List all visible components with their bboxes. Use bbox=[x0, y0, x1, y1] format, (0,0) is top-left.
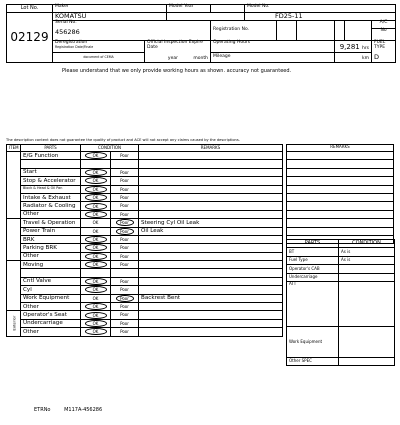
right-part-condition bbox=[339, 273, 395, 281]
condition-ok[interactable]: OK bbox=[85, 203, 107, 210]
part-name: Travel & Operation bbox=[21, 219, 81, 227]
right-parts-table bbox=[286, 239, 395, 366]
condition-poor-cell bbox=[111, 219, 139, 227]
part-name bbox=[21, 269, 81, 277]
condition-poor-cell bbox=[111, 244, 139, 252]
condition-header: CONDITION bbox=[81, 145, 139, 152]
part-name: Radiator & Cooling bbox=[21, 202, 81, 210]
part-name: Other bbox=[21, 303, 81, 311]
right-part-condition bbox=[339, 281, 395, 326]
part-name: Other bbox=[21, 252, 81, 260]
reg-box-4 bbox=[345, 21, 372, 41]
serial-label: Serial No. bbox=[55, 20, 77, 26]
condition-ok-cell bbox=[81, 168, 111, 176]
model-no-cell bbox=[245, 5, 396, 13]
part-name: Parking BRK bbox=[21, 244, 81, 252]
mileage-unit: km bbox=[362, 56, 370, 62]
right-parts-row bbox=[287, 273, 395, 281]
condition-poor-cell bbox=[111, 193, 139, 201]
remark-text: Backrest Bent bbox=[139, 294, 283, 302]
remark-text bbox=[139, 168, 283, 176]
remark-text bbox=[139, 303, 283, 311]
right-part-condition: As is bbox=[339, 248, 395, 256]
right-part-name: Operator's CAB bbox=[287, 265, 339, 273]
table-row bbox=[7, 252, 283, 260]
reg-box-3 bbox=[335, 21, 345, 41]
condition-poor[interactable]: Poor bbox=[120, 203, 129, 209]
part-name: Other bbox=[21, 210, 81, 218]
condition-ok[interactable]: OK bbox=[85, 278, 107, 285]
condition-poor-cell bbox=[111, 185, 139, 193]
table-row bbox=[7, 269, 283, 277]
registration-label: Registration No. bbox=[211, 21, 277, 41]
condition-poor[interactable]: Poor bbox=[120, 287, 129, 293]
right-part-condition: As is bbox=[339, 256, 395, 264]
condition-poor-cell bbox=[111, 269, 139, 277]
condition-poor[interactable]: Poor bbox=[120, 304, 129, 310]
condition-poor-cell bbox=[111, 277, 139, 285]
condition-ok-cell bbox=[81, 235, 111, 243]
condition-ok-cell bbox=[81, 210, 111, 218]
part-name: Power Train bbox=[21, 227, 81, 235]
condition-poor-cell bbox=[111, 152, 139, 160]
condition-ok-cell bbox=[81, 303, 111, 311]
remark-text: Oil Leak bbox=[139, 227, 283, 235]
condition-poor[interactable]: Poor bbox=[120, 169, 129, 175]
right-remarks-row bbox=[287, 152, 394, 160]
remark-text bbox=[139, 210, 283, 218]
table-row bbox=[7, 193, 283, 201]
remark-text bbox=[139, 193, 283, 201]
table-row bbox=[7, 294, 283, 302]
condition-ok[interactable]: OK bbox=[85, 261, 107, 268]
part-name: Cyl bbox=[21, 286, 81, 294]
model-no-label: Model No. bbox=[247, 4, 270, 9]
inspection-cell bbox=[145, 41, 211, 63]
condition-poor-cell bbox=[111, 252, 139, 260]
right-part-condition bbox=[339, 357, 395, 365]
condition-ok-cell bbox=[81, 328, 111, 336]
part-name: Operator's Seat bbox=[21, 311, 81, 319]
right-condition-header: CONDITION bbox=[339, 240, 395, 248]
right-part-condition bbox=[339, 326, 395, 357]
condition-ok[interactable]: OK bbox=[85, 328, 107, 335]
condition-poor-cell bbox=[111, 319, 139, 327]
table-row bbox=[7, 210, 283, 218]
condition-ok-cell bbox=[81, 277, 111, 285]
condition-ok[interactable]: OK bbox=[85, 312, 107, 319]
condition-ok-cell bbox=[81, 261, 111, 269]
condition-poor[interactable]: Poor bbox=[116, 219, 134, 226]
right-remarks-row bbox=[287, 193, 394, 201]
condition-poor[interactable]: Poor bbox=[120, 312, 129, 318]
table-row bbox=[7, 328, 283, 336]
condition-ok[interactable]: OK bbox=[85, 244, 107, 251]
condition-ok[interactable]: OK bbox=[85, 169, 107, 176]
table-row bbox=[7, 168, 283, 176]
hours-unit: hrs bbox=[361, 46, 370, 52]
remark-text bbox=[139, 269, 283, 277]
remark-text bbox=[139, 160, 283, 168]
condition-poor-cell bbox=[111, 328, 139, 336]
remark-text bbox=[139, 311, 283, 319]
condition-poor[interactable]: Poor bbox=[120, 320, 129, 326]
right-parts-row bbox=[287, 248, 395, 256]
remarks-header: REMARKS bbox=[139, 145, 283, 152]
condition-ok-cell bbox=[81, 244, 111, 252]
condition-ok[interactable]: OK bbox=[85, 194, 107, 201]
right-part-name: Undercarriage bbox=[287, 273, 339, 281]
condition-ok-cell bbox=[81, 193, 111, 201]
serial-cell bbox=[53, 21, 211, 41]
remark-text bbox=[139, 177, 283, 185]
part-name: Intake & Exhaust bbox=[21, 193, 81, 201]
deregistration-label: Deregistration bbox=[55, 40, 88, 46]
condition-poor[interactable]: Poor bbox=[120, 236, 129, 242]
fuel-value: D bbox=[374, 53, 380, 62]
item-header: ITEM bbox=[7, 145, 21, 152]
group-label-power bbox=[7, 219, 21, 261]
part-name: E/G Function bbox=[21, 152, 81, 160]
part-name: Stop & Accelerator bbox=[21, 177, 81, 185]
remark-text bbox=[139, 286, 283, 294]
right-remarks-header: REMARKS bbox=[287, 145, 394, 152]
right-remarks-row bbox=[287, 177, 394, 185]
right-remarks-row bbox=[287, 185, 394, 193]
right-remarks-table bbox=[286, 144, 394, 244]
ac-value: No bbox=[372, 28, 395, 34]
right-part-name: BT bbox=[287, 248, 339, 256]
part-name: Work Equipment bbox=[21, 294, 81, 302]
condition-ok-cell bbox=[81, 252, 111, 260]
reg-box-2 bbox=[297, 21, 335, 41]
condition-ok-cell bbox=[81, 286, 111, 294]
condition-poor-cell bbox=[111, 202, 139, 210]
right-part-name: Work Equipment bbox=[287, 326, 339, 357]
part-name: Block & Head & Oil Pan bbox=[21, 185, 81, 193]
lot-number: 02129 bbox=[7, 13, 53, 63]
table-row bbox=[7, 277, 283, 285]
hours-value: 9,281 bbox=[339, 43, 360, 52]
condition-poor-cell bbox=[111, 261, 139, 269]
condition-poor[interactable]: Poor bbox=[120, 245, 129, 251]
remark-text bbox=[139, 277, 283, 285]
group-label-text: Exterior bbox=[11, 316, 17, 331]
condition-ok[interactable]: OK bbox=[85, 320, 107, 327]
etr-footer bbox=[34, 407, 102, 413]
ac-label: A/C bbox=[379, 20, 388, 26]
group-label-engine bbox=[7, 152, 21, 219]
fuel-cell bbox=[372, 41, 396, 63]
table-row bbox=[7, 286, 283, 294]
remark-text bbox=[139, 235, 283, 243]
remark-text bbox=[139, 185, 283, 193]
condition-poor[interactable]: Poor bbox=[120, 194, 129, 200]
condition-poor[interactable]: Poor bbox=[120, 253, 129, 259]
remark-text bbox=[139, 319, 283, 327]
hours-cell bbox=[211, 41, 335, 53]
deregistration-cell bbox=[53, 41, 145, 53]
fuel-label: FUEL TYPE bbox=[374, 40, 386, 51]
condition-poor-cell bbox=[111, 177, 139, 185]
condition-ok-cell bbox=[81, 160, 111, 168]
table-row bbox=[7, 160, 283, 168]
remark-text bbox=[139, 202, 283, 210]
right-parts-row bbox=[287, 326, 395, 357]
condition-poor[interactable]: Poor bbox=[116, 228, 134, 235]
table-row bbox=[7, 261, 283, 269]
condition-poor[interactable]: Poor bbox=[120, 153, 129, 158]
condition-poor-cell bbox=[111, 160, 139, 168]
table-row bbox=[7, 152, 283, 160]
remark-text bbox=[139, 252, 283, 260]
hours-notice: Please understand that we only provide working hours as shown. accuracy not guaranteed. bbox=[62, 68, 292, 74]
right-remarks-row bbox=[287, 160, 394, 168]
inspection-table bbox=[6, 144, 283, 337]
right-part-name: ATT bbox=[287, 281, 339, 326]
table-row bbox=[7, 227, 283, 235]
part-name: Moving bbox=[21, 261, 81, 269]
inspection-date bbox=[147, 57, 208, 62]
inspection-year: year bbox=[167, 56, 178, 62]
right-parts-row bbox=[287, 357, 395, 365]
part-name: Cntl Valve bbox=[21, 277, 81, 285]
right-part-name: Other SPEC bbox=[287, 357, 339, 365]
condition-ok-cell bbox=[81, 219, 111, 227]
right-remarks-row bbox=[287, 210, 394, 218]
model-year-label: Model Year bbox=[167, 5, 211, 13]
inspection-month: month bbox=[193, 56, 209, 62]
ac-cell bbox=[372, 21, 396, 41]
condition-ok[interactable]: OK bbox=[85, 211, 107, 218]
reg-box-1 bbox=[277, 21, 297, 41]
vehicle-info-table bbox=[6, 4, 396, 63]
condition-ok-cell bbox=[81, 319, 111, 327]
condition-poor-cell bbox=[111, 235, 139, 243]
condition-poor[interactable]: Poor bbox=[120, 278, 129, 284]
remark-text: Steering Cyl Oil Leak bbox=[139, 219, 283, 227]
table-row bbox=[7, 219, 283, 227]
condition-poor-cell bbox=[111, 168, 139, 176]
group-label-exterior bbox=[7, 311, 21, 336]
condition-poor-cell bbox=[111, 294, 139, 302]
model-no-value: FD25-11 bbox=[245, 13, 396, 21]
inspection-header-row bbox=[7, 145, 283, 152]
table-row bbox=[7, 319, 283, 327]
condition-ok[interactable]: OK bbox=[85, 253, 107, 260]
condition-ok[interactable]: OK bbox=[92, 228, 99, 234]
part-name: Start bbox=[21, 168, 81, 176]
right-part-condition bbox=[339, 265, 395, 273]
etr-value: M117A-456286 bbox=[64, 407, 103, 413]
remark-text bbox=[139, 152, 283, 160]
serial-value: 456286 bbox=[55, 28, 80, 37]
condition-ok-cell bbox=[81, 202, 111, 210]
right-parts-header: PARTS bbox=[287, 240, 339, 248]
right-parts-row bbox=[287, 256, 395, 264]
condition-poor[interactable]: Poor bbox=[120, 178, 129, 184]
table-row bbox=[7, 244, 283, 252]
table-row bbox=[7, 185, 283, 193]
condition-poor-cell bbox=[111, 227, 139, 235]
table-row bbox=[7, 177, 283, 185]
condition-ok[interactable]: OK bbox=[85, 177, 107, 184]
deregistration-sublabel: Registration Date/Finale bbox=[55, 45, 94, 50]
table-row bbox=[7, 311, 283, 319]
condition-poor[interactable]: Poor bbox=[120, 186, 129, 192]
condition-ok-cell bbox=[81, 269, 111, 277]
condition-ok-cell bbox=[81, 311, 111, 319]
condition-ok[interactable]: OK bbox=[85, 152, 107, 159]
table-row bbox=[7, 235, 283, 243]
right-remarks-row bbox=[287, 219, 394, 227]
blank-cell bbox=[167, 13, 245, 21]
hours-value-cell bbox=[335, 41, 372, 53]
part-name: Undercarriage bbox=[21, 319, 81, 327]
maker-label: Maker bbox=[55, 4, 69, 9]
condition-ok[interactable]: OK bbox=[85, 186, 107, 193]
condition-poor-cell bbox=[111, 303, 139, 311]
disclaimer: The description content does not guarantee the quality of product and ACE will not accept any claims caused by the descriptions. bbox=[6, 138, 240, 142]
inspection-label: Official Inspection Expire Date bbox=[147, 40, 203, 51]
right-parts-row bbox=[287, 265, 395, 273]
model-year-value bbox=[211, 5, 245, 13]
condition-poor[interactable]: Poor bbox=[120, 329, 129, 335]
condition-poor-cell bbox=[111, 311, 139, 319]
mileage-value-cell bbox=[335, 52, 372, 62]
condition-poor-cell bbox=[111, 286, 139, 294]
right-parts-row bbox=[287, 281, 395, 326]
group-label-work bbox=[7, 261, 21, 311]
table-row bbox=[7, 303, 283, 311]
remark-text bbox=[139, 244, 283, 252]
condition-ok-cell bbox=[81, 227, 111, 235]
part-name bbox=[21, 160, 81, 168]
parts-header: PARTS bbox=[21, 145, 81, 152]
remark-text bbox=[139, 328, 283, 336]
maker-value: KOMATSU bbox=[53, 13, 167, 21]
condition-poor-cell bbox=[111, 210, 139, 218]
table-row bbox=[7, 202, 283, 210]
condition-ok[interactable]: OK bbox=[85, 303, 107, 310]
lot-no-label: Lot No. bbox=[7, 5, 53, 13]
condition-ok-cell bbox=[81, 185, 111, 193]
condition-poor[interactable]: Poor bbox=[120, 262, 129, 268]
mileage-label: Mileage bbox=[211, 52, 335, 62]
condition-poor[interactable]: Poor bbox=[116, 295, 134, 302]
condition-ok[interactable]: OK bbox=[92, 220, 99, 226]
right-part-name: Fuel Type bbox=[287, 256, 339, 264]
condition-ok-cell bbox=[81, 294, 111, 302]
condition-poor[interactable]: Poor bbox=[120, 211, 129, 217]
right-remarks-row bbox=[287, 227, 394, 235]
remark-text bbox=[139, 261, 283, 269]
part-name: BRK bbox=[21, 235, 81, 243]
condition-ok[interactable]: OK bbox=[85, 236, 107, 243]
condition-ok-cell bbox=[81, 152, 111, 160]
right-remarks-row bbox=[287, 202, 394, 210]
cema-doc-label: document of CEMA bbox=[53, 52, 145, 62]
right-remarks-row bbox=[287, 168, 394, 176]
etr-label: ETRNo bbox=[34, 407, 51, 413]
condition-ok[interactable]: OK bbox=[85, 286, 107, 293]
condition-ok[interactable]: OK bbox=[92, 295, 99, 301]
hours-label: Operating Hours bbox=[213, 40, 251, 46]
condition-ok-cell bbox=[81, 177, 111, 185]
part-name: Other bbox=[21, 328, 81, 336]
